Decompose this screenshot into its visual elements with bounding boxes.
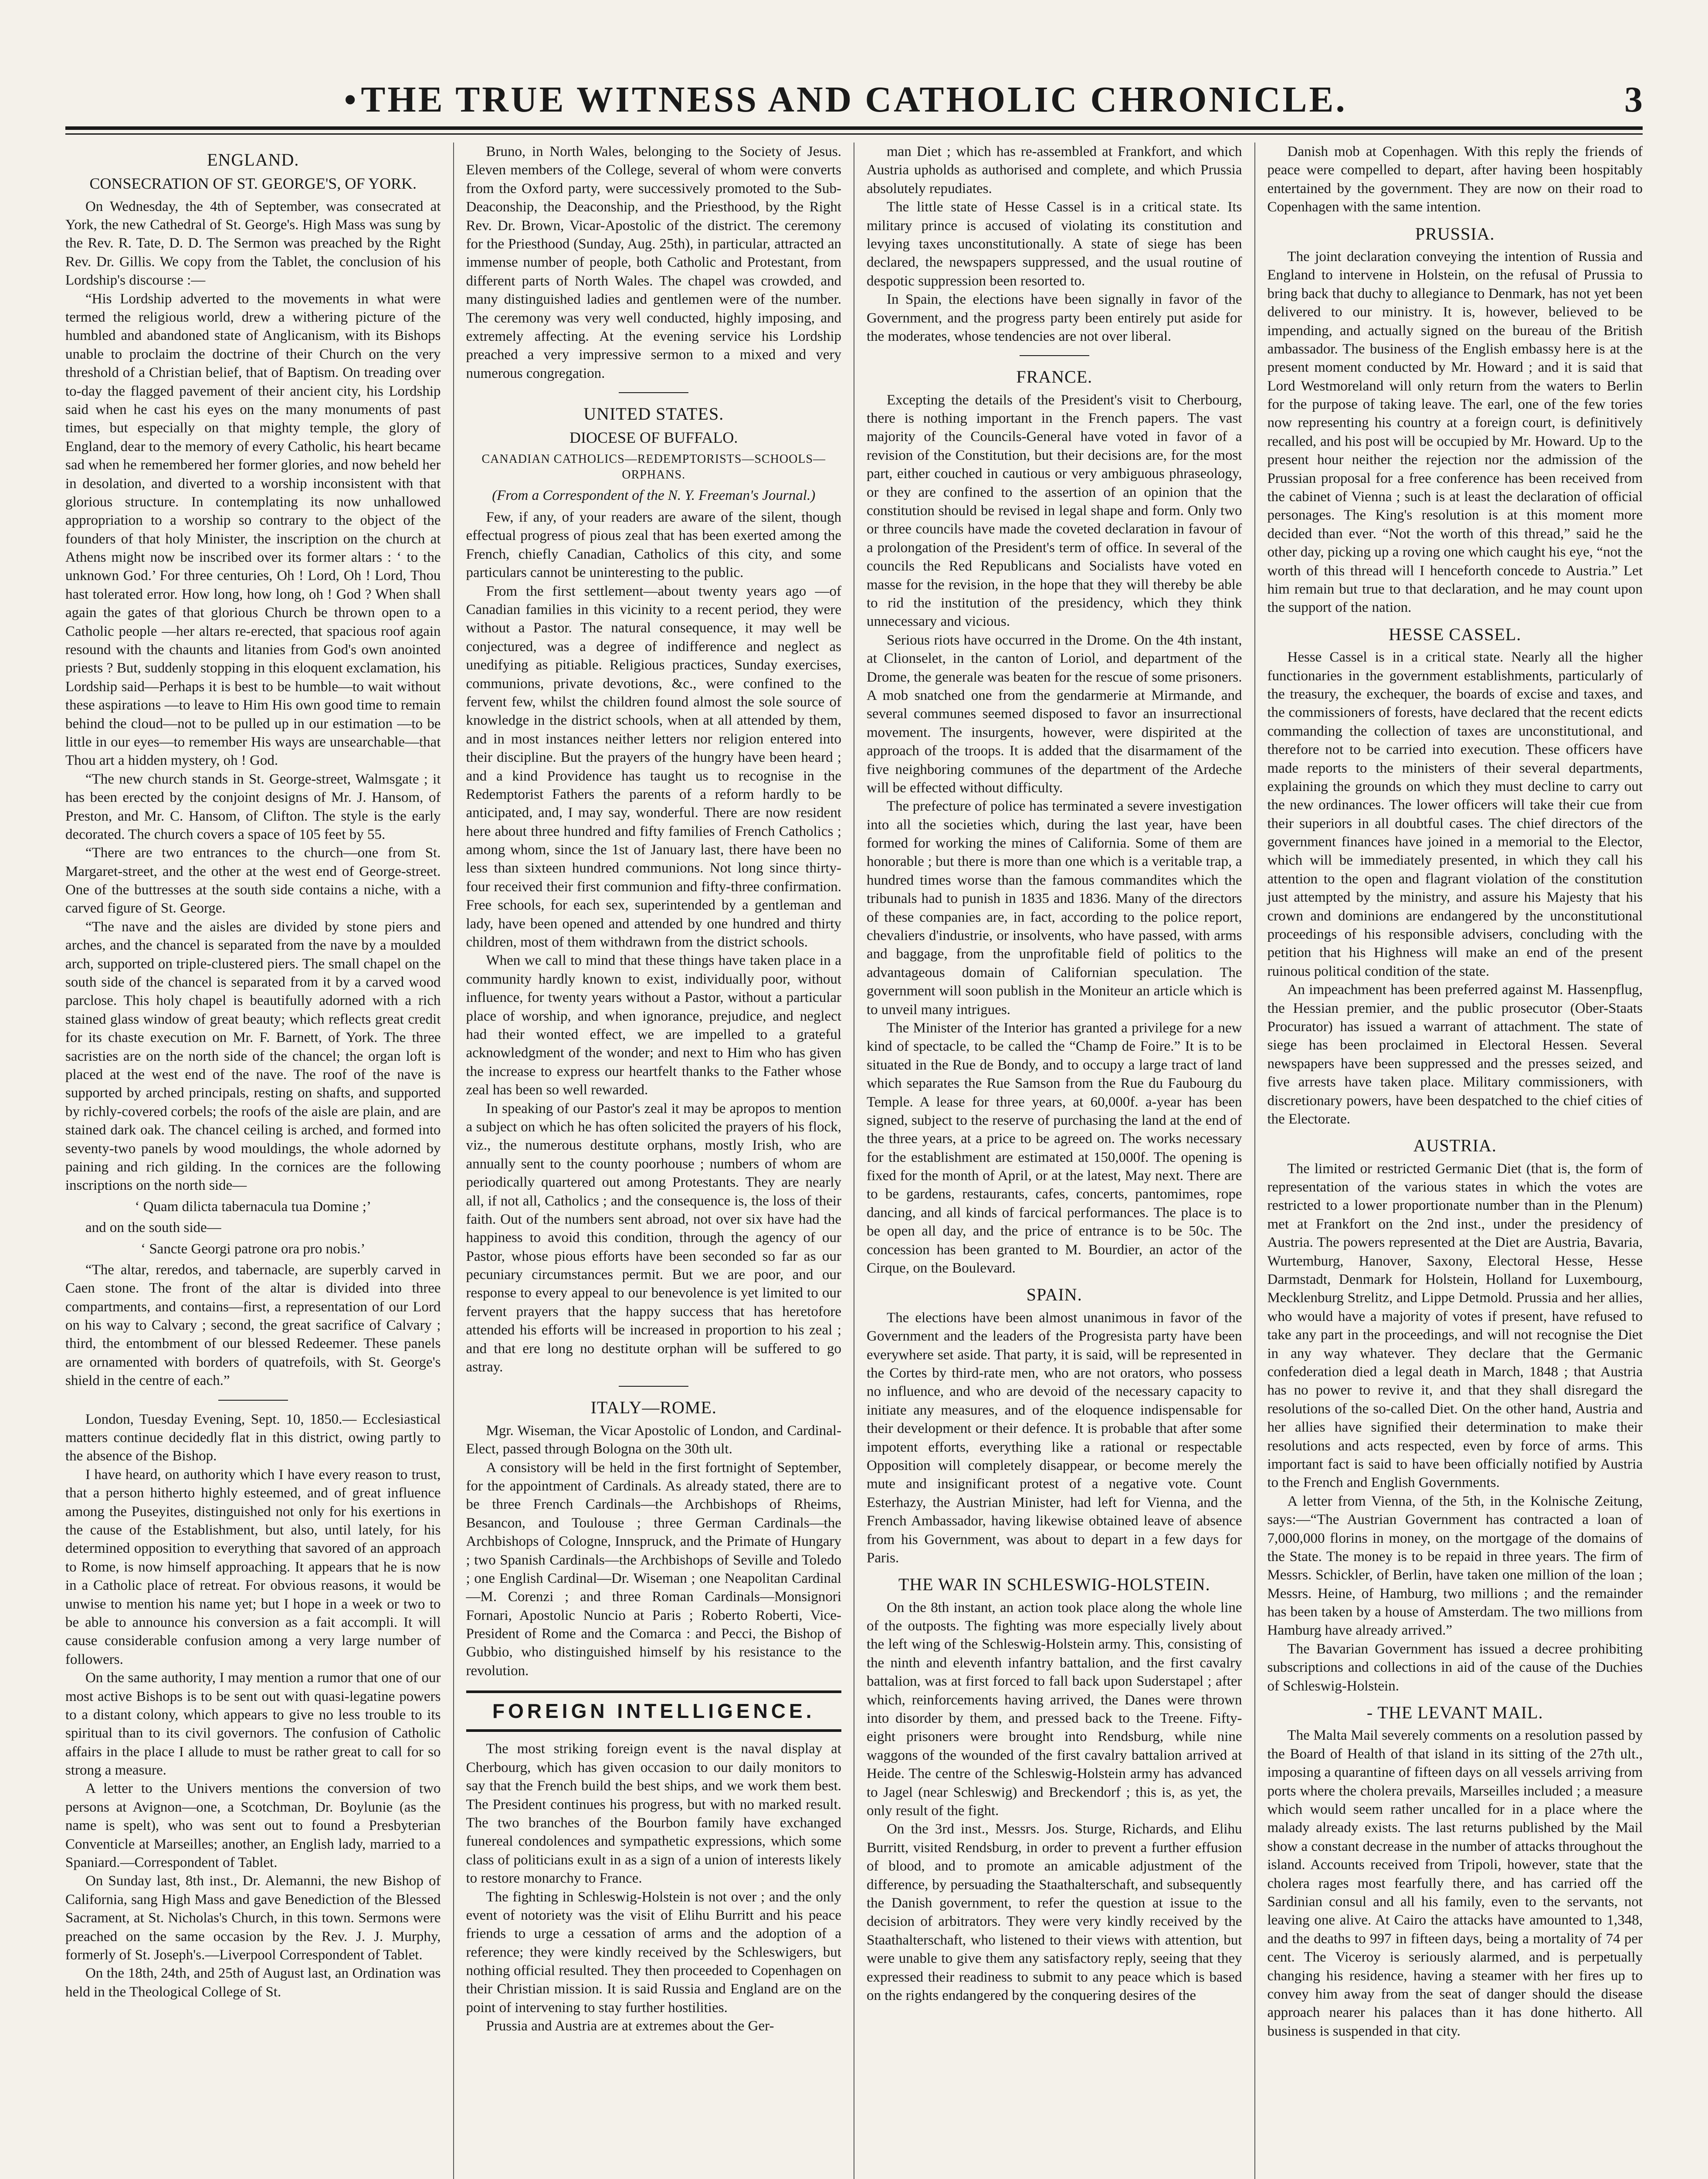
paragraph: Excepting the details of the President's visit to Cherbourg, there is nothing important in the French papers. The vast majority of the Councils-General have voted in favor of a revision of the Constitution, but their decisions are, for the most part, either couched in cautious or very ambiguous phraseology, or they are confined to the assertion of an opinion that the constitution should be revised in legal shape and form. Only two or three councils have made the coveted declaration in favour of a prolongation of the President's term of office. In several of the councils the Red Republicans and Socialists have voted en masse for the revision, in the hope that they will thereby be able to rid the institution of the presidency, which they think unnecessary and vicious. [867,392,1242,630]
paragraph: A consistory will be held in the first fortnight of September, for the appointment of Cardinals. As already stated, there are to be three French Cardinals—the Archbishops of Rheims, Besancon, and Toulouse ; three German Cardinals—the Archbishops of Cologne, Innspruck, and the Primate of Hungary ; two Spanish Cardinals—the Archbishops of Seville and Toledo ; one English Cardinal—Dr. Wiseman ; one Neapolitan Cardinal—M. Corenzi ; and three Roman Cardinals—Monsignori Fornari, Apostolic Nuncio at Paris ; Roberto Roberti, Vice-President of Rome and the Comarca : and Pecci, the Bishop of Gubbio, who distinguished himself by his resistance to the revolution. [466,1459,841,1679]
article-subheading: CANADIAN CATHOLICS—REDEMPTORISTS—SCHOOLS—ORPHANS. [481,452,826,482]
masthead-rule [65,133,1643,135]
paragraph: An impeachment has been preferred against M. Hassenpflug, the Hessian premier, and the public prosecutor (Ober-Staats Procurator) has issued a warrant of attachment. The state of siege has been proclaimed in Electoral Hessen. Several newspapers have been suppressed and the presses seized, and five arrests have taken place. Military commissioners, with discretionary powers, have been despatched to the chief cities of the Electorate. [1267,982,1643,1127]
paragraph: When we call to mind that these things have taken place in a community hardly known to exist, individually poor, without influence, for twenty years without a Pastor, without a particular place of worship, and when ignorance, prejudice, and neglect had their wonted effect, we are impelled to a grateful acknowledgment of the wonder; and next to Him who has given the increase to express our heartfelt thanks to the Father whose zeal has been so well rewarded. [466,953,841,1098]
paragraph: “His Lordship adverted to the movements in what were termed the religious world, drew a withering picture of the humbled and abandoned state of Anglicanism, with its Bishops unable to proclaim the doctrine of their Church on the very threshold of a Christian belief, that of Baptism. On treading over to-day the flagged pavement of their ancient city, his Lordship said when he cast his eyes on the many monuments of past times, but especially on that mighty temple, the glory of England, dear to the memory of every Catholic, his heart became sad when he remembered her former glories, and now beheld her in desolation, and diverted to a worship inconsistent with that glorious structure. In contemplating its now unhallowed appropriation to a worship so contrary to the object of the founders of that holy Minister, the inscription on the church at Athens might now be inscribed over its former altars : ‘ to the unknown God.’ For three centuries, Oh ! Lord, Oh ! Lord, Thou hast tolerated error. How long, how long, oh ! God ? When shall again the gates of that glorious Church be thrown open to a Catholic people —her altars re-erected, that spacious roof again resound with the chaunts and litanies from God's own anointed priests ? But, suddenly stopping in this eloquent exclamation, his Lordship said—Perhaps it is best to be humble—to wait without these aspirations —to leave to Him His own good time to remain behind the cloud—not to be pulled up in our estimation —to be little in our eyes—to remember His ways are unsearchable—that Thou art a hidden mystery, oh ! God. [65,291,441,769]
paragraph: The limited or restricted Germanic Diet (that is, the form of representation of the various states in which the votes are restricted to a lower proportionate number than in the Plenum) met at Frankfort on the 2nd inst., under the presidency of Austria. The powers represented at the Diet are Austria, Bavaria, Wurtemburg, Hanover, Saxony, Electoral Hesse, Hesse Darmstadt, Denmark for Holstein, Holland for Luxembourg, Mecklenburg Strelitz, and Lippe Detmold. Prussia and her allies, who would have a majority of votes if present, have refused to take any part in the proceedings, and will not recognise the Diet in any way whatever. They declare that the Germanic confederation died a legal death in March, 1848 ; that Austria has no power to revive it, and that they shall disregard the resolutions of the so-called Diet. On the other hand, Austria and her allies have signified their determination to make their resolutions and acts respected, even by force of arms. This important fact is said to have been officially notified by Austria to the French and English Governments. [1267,1161,1643,1491]
section-heading-france: FRANCE. [1016,367,1093,387]
paragraph: London, Tuesday Evening, Sept. 10, 1850.— Ecclesiastical matters continue decidedly flat in this district, owing partly to the absence of the Bishop. [65,1411,441,1464]
paragraph: Serious riots have occurred in the Drome. On the 4th instant, at Clionselet, in the canton of Loriol, and department of the Drome, the generale was beaten for the rescue of some prisoners. A mob snatched one from the gendarmerie at Mirmande, and several communes seemed disposed to favor an insurrectional movement. The insurgents, however, were dispirited at the approach of the troops. It is added that the disarmament of the five neighboring communes of the department of the Ardeche will be effected without difficulty. [867,632,1242,796]
masthead [65,65,1643,130]
paragraph: The Malta Mail severely comments on a resolution passed by the Board of Health of that island in its sitting of the 27th ult., imposing a quarantine of fifteen days on all vessels arriving from ports where the cholera prevails, Marseilles included ; a measure which would seem rather uncalled for in a place where the malady already exists. The last returns published by the Mail show a constant decrease in the number of attacks throughout the island. Accounts received from Tripoli, however, state that the cholera rages most fearfully there, and has carried off the Sardinian consul and all his family, even to the servants, not leaving one alive. At Cairo the attacks have amounted to 1,348, and the deaths to 997 in fifteen days, being a mortality of 74 per cent. The Viceroy is seriously alarmed, and is perpetually changing his residence, having a steamer with her fires up to convey him away from the seat of danger should the disease approach nearer his palaces than it has done hitherto. All business is suspended in that city. [1267,1728,1643,2039]
paragraph: On the 18th, 24th, and 25th of August last, an Ordination was held in the Theological College of St. [65,1965,441,2000]
column-3 [854,143,1242,2179]
paragraph: A letter from Vienna, of the 5th, in the Kolnische Zeitung, says:—“The Austrian Government has contracted a loan of 7,000,000 florins in money, on the mortgage of the domains of the State. The money is to be repaid in three years. The firm of Messrs. Schickler, of Berlin, have taken one million of the loan ; Messrs. Heine, of Hamburg, two millions ; and the remainder has been taken by a house of Amsterdam. The two millions from Hamburg have already arrived.” [1267,1493,1643,1639]
column-4 [1254,143,1643,2179]
paragraph: The little state of Hesse Cassel is in a critical state. Its military prince is accused of violating its constitution and levying taxes unconstitutionally. A state of siege has been declared, the newspapers suppressed, and the usual routine of despotic suppression been resorted to. [867,199,1242,289]
foreign-intelligence-banner [466,1690,842,1732]
latin-inscription: ‘ Sancte Georgi patrone ora pro nobis.’ [141,1241,366,1257]
article-heading-consecration: CONSECRATION OF ST. GEORGE'S, OF YORK. [89,175,417,193]
column-1 [65,143,441,2179]
article-heading-buffalo: DIOCESE OF BUFFALO. [569,429,738,447]
separator [619,392,688,393]
paragraph: The elections have been almost unanimous in favor of the Government and the leaders of the Progresista party have been everywhere set aside. That party, it is said, will be represented in the Cortes by third-rate men, who are not orators, who possess no influence, and who are devoid of the necessary capacity to initiate any measures, and of the eloquence indispensable for their development or their defence. It is probable that after some impotent efforts, everything like a rational or respectable Opposition will completely disappear, or become merely the mute and insignificant protest of a negative vote. Count Esterhazy, the Austrian Minister, had left for Vienna, and the French Ambassador, having likewise obtained leave of absence from his Government, was about to depart in a few days for Paris. [867,1310,1242,1566]
section-heading-prussia: PRUSSIA. [1415,224,1495,244]
paragraph: and on the south side— [85,1220,221,1236]
paragraph: “The altar, reredos, and tabernacle, are superbly carved in Caen stone. The front of the altar is divided into three compartments, and contains—first, a representation of our Lord on his way to Calvary ; second, the great sacrifice of Calvary ; third, the entombment of our blessed Redeemer. These panels are ornamented with borders of quatrefoils, with St. George's shield in the centre of each.” [65,1262,441,1389]
paragraph: Mgr. Wiseman, the Vicar Apostolic of London, and Cardinal-Elect, passed through Bologna on the 30th ult. [466,1422,841,1457]
paragraph: On Sunday last, 8th inst., Dr. Alemanni, the new Bishop of California, sang High Mass and gave Benediction of the Blessed Sacrament, at St. Nicholas's Church, in this town. Sermons were preached on the same occasion by the Rev. J. J. Murphy, formerly of St. Joseph's.—Liverpool Correspondent of Tablet. [65,1873,441,1963]
section-heading-england: ENGLAND. [207,150,299,170]
section-heading-italy: ITALY—ROME. [590,1398,717,1418]
separator [619,1386,688,1387]
foreign-intelligence-heading: FOREIGN INTELLIGENCE. [492,1700,815,1723]
latin-inscription: ‘ Quam dilicta tabernacula tua Domine ;’ [135,1198,371,1215]
columns [65,143,1643,2179]
paragraph: The most striking foreign event is the naval display at Cherbourg, which has given occasion to our daily monitors to say that the French build the best ships, and we work them best. The President continues his progress, but with no marked result. The two branches of the Bourbon family have exchanged funereal condolences and sympathetic expressions, which some class of politicians exult in as a sign of a union of interests likely to restore monarchy to France. [466,1741,841,1887]
page-number: 3 [1624,79,1643,120]
section-heading-spain: SPAIN. [1026,1285,1082,1305]
paragraph: The Bavarian Government has issued a decree prohibiting subscriptions and collections in aid of the cause of the Duchies of Schleswig-Holstein. [1267,1641,1643,1694]
paragraph: Hesse Cassel is in a critical state. Nearly all the higher functionaries in the government establishments, particularly of the treasury, the exchequer, the boards of excise and taxes, and the commissioners of forests, have declared that the recent edicts commanding the collection of taxes are unconstitutional, and therefore not to be carried into execution. These officers have made reports to the ministers of their several departments, explaining the grounds on which they must decline to carry out the new ordinances. The lower officers will take their cue from their superiors in all doubtful cases. The chief directors of the government finances have joined in a memorial to the Elector, which will be immediately presented, in which they call his attention to the open and flagrant violation of the constitution just attempted by the ministry, and assure his Majesty that his crown and dominions are endangered by the unconstitutional proceedings of his responsible advisers, concluding with the petition that his Highness will make an end of the present ruinous political condition of the state. [1267,649,1643,979]
section-heading-hesse-cassel: HESSE CASSEL. [1389,624,1522,644]
column-2 [453,143,842,2179]
separator [1020,355,1089,356]
paragraph: “The nave and the aisles are divided by stone piers and arches, and the chancel is separated from the nave by a moulded arch, supported on triple-clustered piers. The small chapel on the south side of the chancel is separated from it by a carved wood parclose. This holy chapel is beautifully adorned with a rich stained glass window of great beauty; which reflects great credit for its chaste execution on Mr. F. Barnett, of York. The three sacristies are on the north side of the chancel; the organ loft is placed at the west end of the nave. The roof of the nave is supported by arched principals, resting on shafts, and supported by richly-covered corbels; the roofs of the aisle are plain, and are stained dark oak. The chancel ceiling is arched, and formed into seventy-two panels by wood mouldings, the whole adorned by paining and rich gilding. In the cornices are the following inscriptions on the north side— [65,919,441,1194]
paragraph: Danish mob at Copenhagen. With this reply the friends of peace were compelled to depart, after having been hospitably entertained by the government. They are now on their road to Copenhagen with the same intention. [1267,144,1643,215]
paragraph: The prefecture of police has terminated a severe investigation into all the societies which, during the last year, have been formed for working the mines of California. Some of them are honorable ; but there is more than one which is a veritable trap, a hundred times worse than the famous commandites which the tribunals had to punish in 1835 and 1836. Many of the directors of these companies are, in fact, according to the police report, chevaliers d'industrie, or insolvents, who have passed, with arms and baggage, from the unprofitable field of politics to the advantageous domain of Californian speculation. The government will soon publish in the Moniteur an article which is to unveil many intrigues. [867,798,1242,1018]
separator [218,1400,288,1401]
section-heading-united-states: UNITED STATES. [583,404,724,424]
article-body [65,197,441,1390]
paragraph: “There are two entrances to the church—one from St. Margaret-street, and the other at the west end of George-street. One of the buttresses at the south side contains a niche, with a carved figure of St. George. [65,845,441,916]
masthead-ornament: • [344,81,356,119]
paragraph: A letter to the Univers mentions the conversion of two persons at Avignon—one, a Scotchman, Dr. Boylunie (as the name is spelt), who was sent out to found a Presbyterian Conventicle at Marseilles; another, an English lady, married to a Spaniard.—Correspondent of Tablet. [65,1781,441,1871]
section-heading-austria: AUSTRIA. [1413,1136,1497,1156]
article-credit: (From a Correspondent of the N. Y. Freeman's Journal.) [492,487,816,503]
paragraph: “The new church stands in St. George-street, Walmsgate ; it has been erected by the conjoint designs of Mr. J. Hansom, of Preston, and Mr. C. Hansom, of Clifton. The style is the early decorated. The church covers a space of 105 feet by 55. [65,771,441,842]
paragraph: On the same authority, I may mention a rumor that one of our most active Bishops is to be sent out with quasi-legatine powers to a distant colony, which appears to give no less trouble to its spiritual than to its civil governors. The confusion of Catholic affairs in the place I allude to must be rather great to call for so strong a measure. [65,1670,441,1778]
section-heading-levant-mail: - THE LEVANT MAIL. [1366,1703,1543,1723]
article-body [65,1410,441,2002]
paragraph: On the 8th instant, an action took place along the whole line of the outposts. The fighting was more especially lively about the left wing of the Schleswig-Holstein army. This, consisting of the ninth and eleventh infantry battalion, and the first cavalry battalion, was at first forced to fall back upon Suderstapel ; after which, reinforcements having arrived, the Danes were thrown into disorder by them, and pressed back to the Treene. Fifty-eight prisoners were brought into Rendsburg, while nine waggons of the wounded of the first cavalry battalion arrived at Heide. The centre of the Schleswig-Holstein army has advanced to Jagel (near Schleswig) and Breckendorf ; this is, as yet, the only result of the fight. [867,1599,1242,1819]
paragraph: From the first settlement—about twenty years ago —of Canadian families in this vicinity to a recent period, they were without a Pastor. The natural consequence, it may well be conjectured, was a degree of indifference and neglect as unedifying as pitiable. Religious practices, Sunday exercises, communions, private devotions, &c., were confined to the fervent few, whilst the children found almost the sole source of knowledge in the district schools, when at all attended by them, and in most instances neither letters nor religion entered into their discipline. But the prayers of the hungry have been heard ; and a kind Providence has taught us to recognise in the Redemptorist Fathers the parents of a reform hardly to be anticipated, and, I may say, wonderful. There are now resident here about three hundred and fifty families of French Catholics ; among whom, since the 1st of January last, there have been no less than sixteen hundred communions. Not long since thirty-four received their first communion and fifty-three confirmation. Free schools, for each sex, superintended by a gentleman and lady, have been opened and attended by one hundred and thirty children, most of them withdrawn from the district schools. [466,583,841,950]
paragraph: On the 3rd inst., Messrs. Jos. Sturge, Richards, and Elihu Burritt, visited Rendsburg, in order to prevent a further effusion of blood, and to promote an amicable adjustment of the difference, by persuading the Staathalterschaft, and subsequently the Danish government, to refer the question at issue to the decision of arbitrators. They were very kindly received by the Staathalterschaft, who listened to their views with attention, but were unable to give them any satisfactory reply, seeing that they expressed their readiness to submit to any peace which is based on the rights endangered by the conquering desires of the [867,1821,1242,2003]
paragraph: The fighting in Schleswig-Holstein is not over ; and the only event of notoriety was the visit of Elihu Burritt and his peace friends to urge a cessation of arms and the adoption of a reference; they were kindly received by the Schleswigers, but nothing official resulted. They then proceeded to Copenhagen on their Christian mission. It is said Russia and England are on the point of intervening to stay further hostilities. [466,1889,841,2016]
paragraph: Prussia and Austria are at extremes about the Ger- [486,2018,774,2034]
section-heading-war: THE WAR IN SCHLESWIG-HOLSTEIN. [898,1575,1210,1595]
paragraph: Bruno, in North Wales, belonging to the Society of Jesus. Eleven members of the College, several of whom were converts from the Oxford party, were successively promoted to the Sub-Deaconship, the Deaconship, and the Priesthood, by the Right Rev. Dr. Brown, Vicar-Apostolic of the district. The ceremony for the Priesthood (Sunday, Aug. 25th), in particular, attracted an immense number of people, both Catholic and Protestant, from different parts of North Wales. The chapel was crowded, and many distinguished ladies and gentlemen were of the number. The ceremony was very well conducted, highly imposing, and extremely affecting. At the evening service his Lordship preached a very impressive sermon to a mixed and very numerous congregation. [466,144,841,381]
paragraph: The Minister of the Interior has granted a privilege for a new kind of spectacle, to be called the “Champ de Foire.” It is to be situated in the Rue de Bondy, and to occupy a large tract of land which separates the Rue Samson from the Rue du Faubourg du Temple. A lease for three years, at 60,000f. a-year has been signed, subject to the reserve of purchasing the land at the end of the three years, at a price to be agreed on. The works necessary for the establishment are estimated at 150,000f. The opening is fixed for the month of April, or at the latest, May next. There are to be gardens, restaurants, cafes, concerts, pantomimes, rope dancing, and all kinds of farcical performances. The place is to be open all day, and the price of entrance is to be 50c. The concession has been granted to M. Bourdier, an actor of the Cirque, on the Boulevard. [867,1020,1242,1276]
paragraph: On Wednesday, the 4th of September, was consecrated at York, the new Cathedral of St. George's. High Mass was sung by the Rev. R. Tate, D. D. The Sermon was preached by the Right Rev. Dr. Gillis. We copy from the Tablet, the conclusion of his Lordship's discourse :— [65,198,441,288]
paragraph: man Diet ; which has re-assembled at Frankfort, and which Austria upholds as authorised and complete, and which Prussia absolutely repudiates. [867,144,1242,197]
paragraph: I have heard, on authority which I have every reason to trust, that a person hitherto highly esteemed, and of great influence among the Puseyites, distinguished not only for his exertions in the cause of the Establishment, but also, until lately, for his determined opposition to everything that savored of an approach to Rome, is now himself approaching. It appears that he is now in a Catholic place of retreat. For obvious reasons, it would be unwise to mention his name yet; but I hope in a week or two to be able to announce his conversion as a fait accompli. It will cause considerable confusion among a very large number of followers. [65,1466,441,1667]
paragraph: The joint declaration conveying the intention of Russia and England to intervene in Holstein, on the refusal of Prussia to bring back that duchy to allegiance to Denmark, has not yet been delivered to our ministry. It is, however, believed to be impending, and actually signed on the bureau of the British ambassador. The business of the English embassy here is at the present moment conducted by Mr. Howard ; and it is said that Lord Westmoreland will only return from the waters to Berlin for the purpose of taking leave. The earl, one of the few tories now representing his country at a foreign court, is definitively recalled, and his post will be occupied by Mr. Howard. Up to the present hour neither the rejection nor the admission of the Prussian proposal for a free conference has been received from the cabinet of Vienna ; such is at least the declaration of official personages. The King's resolution is at this moment more decided than ever. “Not the worth of this thread,” said he the other day, picking up a roving one which caught his eye, “not the worth of this thread will I henceforth concede to Austria.” Let him remain but true to that declaration, and he may count upon the support of the nation. [1267,248,1643,616]
paragraph: In Spain, the elections have been signally in favor of the Government, and the progress party been entirely put aside for the moderates, whose tendencies are not over liberal. [867,292,1242,344]
paragraph: In speaking of our Pastor's zeal it may be apropos to mention a subject on which he has often solicited the prayers of his flock, viz., the numerous destitute orphans, mostly Irish, who are annually sent to the county poorhouse ; numbers of whom are periodically quartered out among Protestants. They are nearly all, if not all, Catholics ; and the consequence is, the loss of their faith. Out of the numbers sent abroad, not over six have had the happiness to avoid this condition, through the agency of our Pastor, whose pious efforts have been seconded so far as our pecuniary circumstances permit. But we are poor, and our response to every appeal to our benevolence is yet limited to our fervent prayers that the happy success that has heretofore attended his efforts will be increased in proportion to his zeal ; and that ere long no destitute orphan will be suffered to go astray. [466,1100,841,1375]
newspaper-title: THE TRUE WITNESS AND CATHOLIC CHRONICLE. [361,79,1347,120]
paragraph: Few, if any, of your readers are aware of the silent, though effectual progress of pious zeal that has been exerted among the French, chiefly Canadian, Catholics of this city, and some particulars cannot be uninteresting to the public. [466,509,841,581]
